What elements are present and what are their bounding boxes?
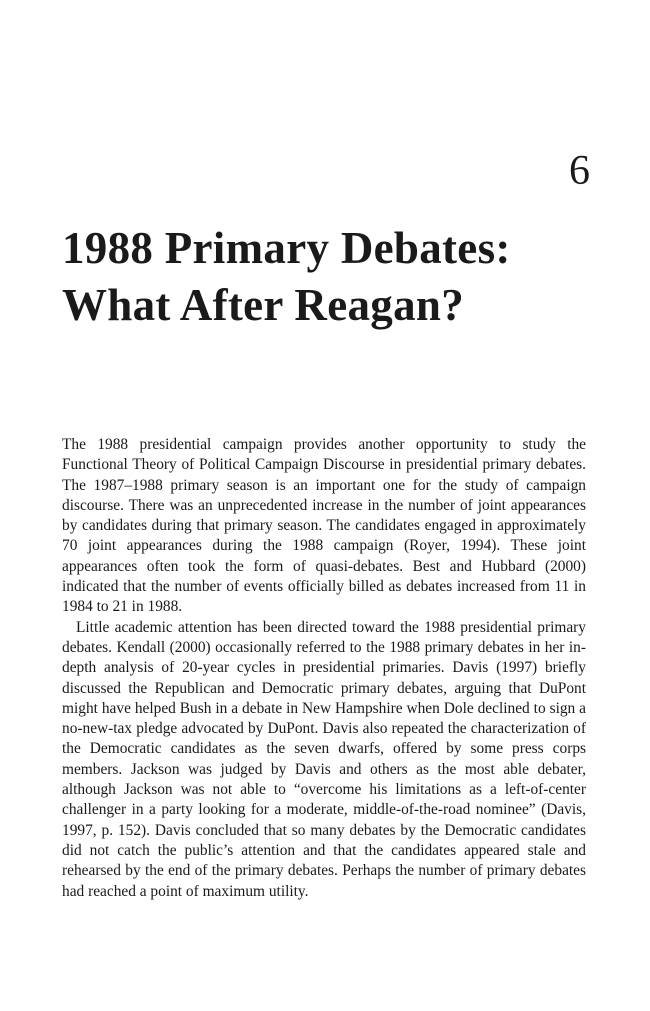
chapter-title-line-2: What After Reagan? (62, 280, 465, 330)
paragraph-2: Little academic attention has been directed toward the 1988 presidential primary debates. Kendall (2000) occasionally referred to the 1988 primary debates in her in-depth analysis of 20-year cycles in presidential primaries. Davis (1997) briefly discussed the Republican and Democratic primary debates, arguing that DuPont might have helped Bush in a debate in New Hampshire when Dole declined to sign a no-new-tax pledge advocated by DuPont. Davis also repeated the characterization of the Democratic candidates as the seven dwarfs, offered by some press corps members. Jackson was judged by Davis and others as the most able debater, although Jackson was not able to “overcome his limitations as a left-of-center challenger in a party looking for a moderate, middle-of-the-road nominee” (Davis, 1997, p. 152). Davis concluded that so many debates by the Democratic candidates did not catch the public’s attention and that the candidates appeared stale and rehearsed by the end of the primary debates. Perhaps the number of primary debates had reached a point of maximum utility. (62, 618, 586, 900)
paragraph-1: The 1988 presidential campaign provides another opportunity to study the Functional Theory of Political Campaign Discourse in presidential primary debates. The 1987–1988 primary season is an important one for the study of campaign discourse. There was an unprecedented increase in the number of joint appearances by candidates during that primary season. The candidates engaged in approximately 70 joint appearances during the 1988 campaign (Royer, 1994). These joint appearances often took the form of quasi-debates. Best and Hubbard (2000) indicated that the number of events officially billed as debates increased from 11 in 1984 to 21 in 1988. (62, 436, 586, 616)
chapter-title (62, 220, 602, 334)
chapter-title-line-1: 1988 Primary Debates: (62, 223, 511, 273)
chapter-body (62, 435, 586, 902)
chapter-number: 6 (569, 148, 590, 194)
